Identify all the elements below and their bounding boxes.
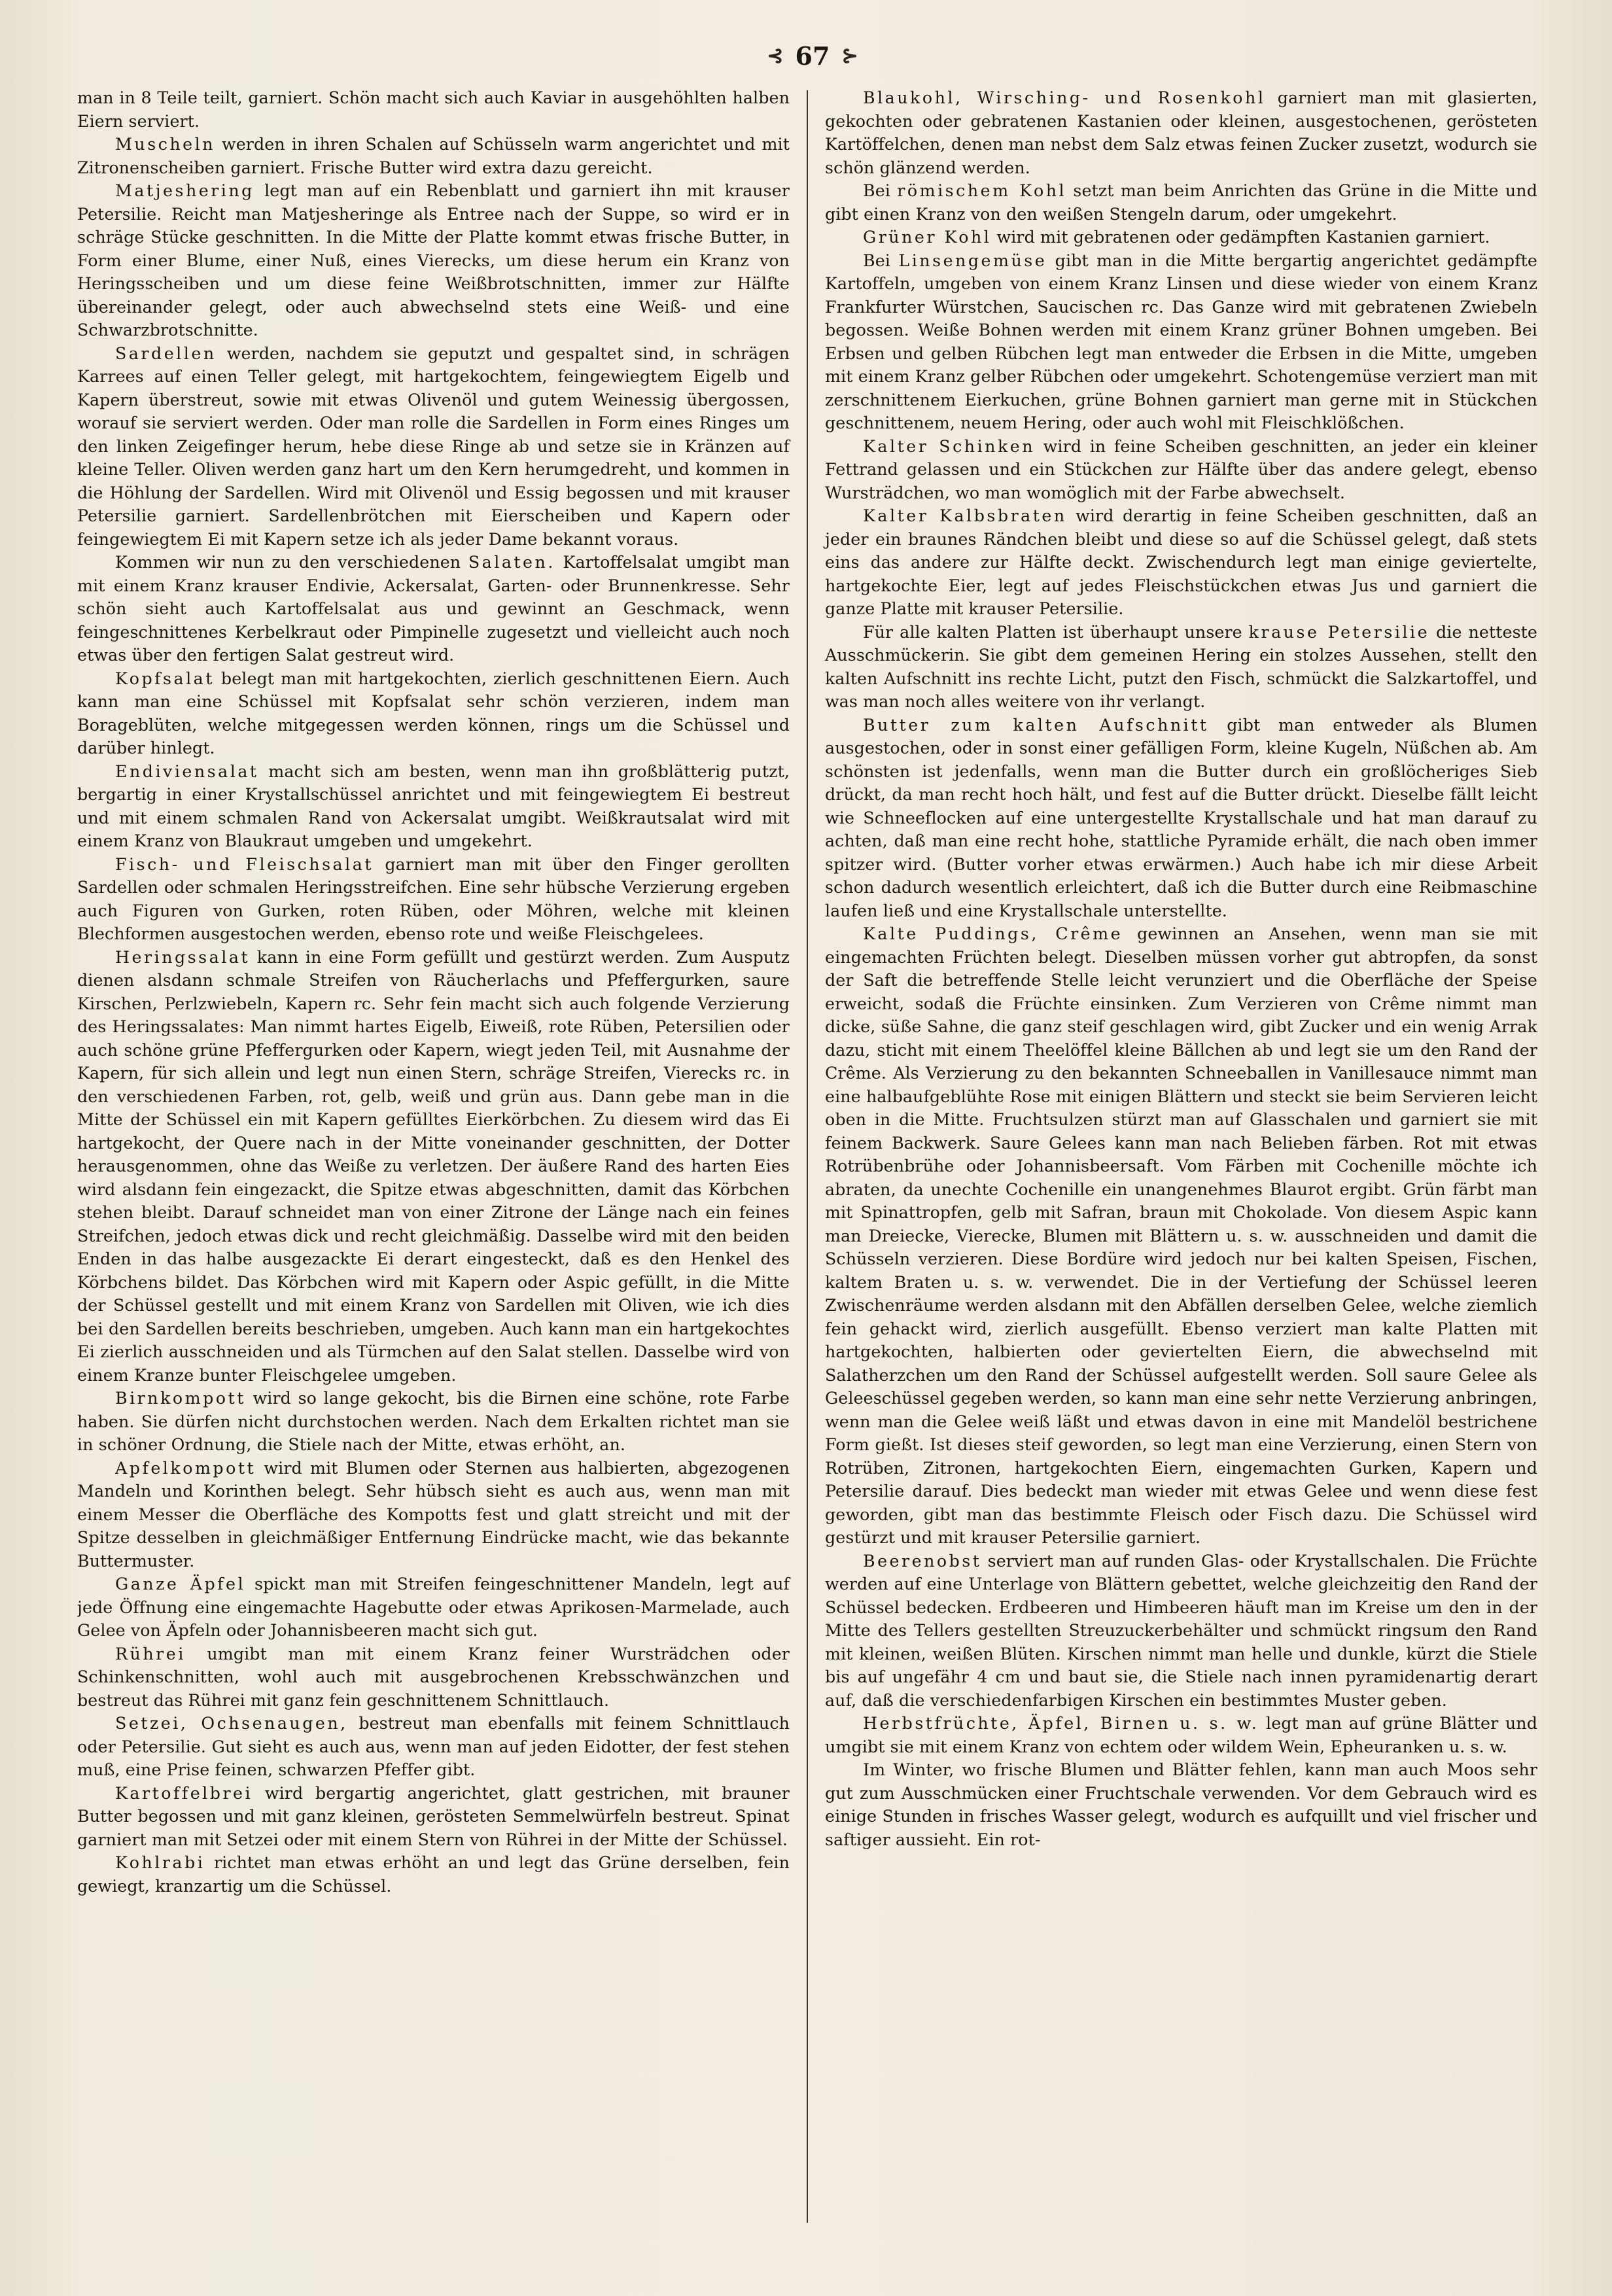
paragraph-text: spickt man mit Streifen feingeschnittener Mandeln, legt auf jede Öffnung eine eingemachte Hagebutte oder etwas Aprikosen-Marmelade, auch Gelee von Äpfeln oder Johannisbeeren macht sich gut. bbox=[77, 1574, 790, 1640]
paragraph-text: wird mit Blumen oder Sternen aus halbierten, abgezogenen Mandeln und Korinthen belegt. Sehr hübsch sieht es auch aus, wenn man mit einem Messer die Oberfläche des Kompotts fest und glatt streicht und mit der Spitze desselben in gleichmäßiger Entfernung Eindrücke macht, wie das bekannte Buttermuster. bbox=[77, 1458, 790, 1571]
paragraph-text: richtet man etwas erhöht an und legt das Grüne derselben, fein gewiegt, kranzartig um die Schüssel. bbox=[77, 1853, 790, 1896]
keyword: Kalter Schinken bbox=[863, 436, 1036, 456]
keyword: Herbstfrüchte, Äpfel, Birnen u. s. w. bbox=[863, 1714, 1259, 1733]
paragraph-text: wird in feine Scheiben geschnitten, an jeder ein kleiner Fettrand gelassen und ein Stückchen zur Hälfte über das andere gelegt, ebenso Wursträdchen, wo man womöglich mit der Farbe abwechselt. bbox=[825, 436, 1537, 502]
keyword: Salaten. bbox=[468, 553, 555, 572]
paragraph-text: Kartoffelsalat umgibt man mit einem Kranz krauser Endivie, Ackersalat, Garten- oder Brunnenkresse. Sehr schön sieht auch Kartoffelsalat aus und gewinnt an Geschmack, wenn feingeschnittenes Kerbelkraut oder Pimpinelle zugesetzt und vielleicht auch noch etwas über den fertigen Salat gestreut wird. bbox=[77, 553, 790, 665]
right-column bbox=[808, 86, 1537, 2265]
paragraph bbox=[825, 504, 1537, 621]
keyword: Matjeshering bbox=[115, 181, 254, 200]
keyword: Endiviensalat bbox=[115, 761, 259, 781]
paragraph bbox=[77, 1643, 790, 1713]
paragraph bbox=[77, 946, 790, 1387]
keyword: krause Petersilie bbox=[1248, 622, 1430, 642]
paragraph-text: legt man auf grüne Blätter und umgibt sie mit einem Kranz von echtem oder wildem Wein, Epheuranken u. s. w. bbox=[825, 1714, 1537, 1756]
paragraph bbox=[77, 342, 790, 551]
paragraph-text: wird so lange gekocht, bis die Birnen eine schöne, rote Farbe haben. Sie dürfen nicht durchstochen werden. Nach dem Erkalten richtet man sie in schöner Ordnung, die Stiele nach der Mitte, etwas erhöht, an. bbox=[77, 1389, 790, 1454]
paragraph-text: garniert man mit glasierten, gekochten oder gebratenen Kastanien oder kleinen, ausgestochenen, gerösteten Kartöffelchen, denen man nebst dem Salz etwas feinen Zucker zusetzt, wodurch sie schön glänzend werden. bbox=[825, 88, 1537, 177]
page-header bbox=[77, 39, 1548, 72]
paragraph bbox=[77, 1782, 790, 1852]
paragraph-text: gibt man in die Mitte bergartig angerichtet gedämpfte Kartoffeln, umgeben von einem Kranz Linsen und diese wieder von einem Kranz Frankfurter Würstchen, Saucischen rc. Das Ganze wird mit gebratenen Zwiebeln begossen. Weiße Bohnen werden mit einem Kranz grüner Bohnen umgeben. Bei Erbsen und gelben Rübchen legt man entweder die Erbsen in die Mitte, umgeben mit einem Kranz gelber Rübchen oder umgekehrt. Schotengemüse verziert man mit zerschnittenem Eierkuchen, grüne Bohnen garniert man gerne mit in Stückchen geschnittenem, neuem Hering, oder auch wohl mit Fleischklößchen. bbox=[825, 251, 1537, 432]
paragraph bbox=[825, 922, 1537, 1550]
paragraph bbox=[825, 435, 1537, 505]
paragraph bbox=[77, 86, 790, 133]
paragraph bbox=[77, 1573, 790, 1643]
keyword: Rührei bbox=[115, 1644, 186, 1663]
keyword: Grüner Kohl bbox=[863, 228, 992, 247]
keyword: Apfelkompott bbox=[115, 1458, 256, 1478]
paragraph bbox=[825, 1758, 1537, 1851]
keyword: römischem Kohl bbox=[897, 181, 1067, 200]
paragraph-text: gewinnen an Ansehen, wenn man sie mit eingemachten Früchten belegt. Dieselben müssen vorher gut abtropfen, da sonst der Saft die betreffende Stelle leicht verunziert und die Oberfläche der Speise erweicht, sodaß die Früchte einsinken. Zum Verzieren von Crême nimmt man dicke, süße Sahne, die ganz steif geschlagen wird, gibt Zucker und ein wenig Arrak dazu, sticht mit einem Theelöffel kleine Bällchen ab und legt sie um den Rand der Crême. Als Verzierung zu den bekannten Schneeballen in Vanillesauce nimmt man eine halbaufgeblühte Rose mit einigen Blättern und steckt sie beim Servieren leicht oben in die Mitte. Fruchtsulzen stürzt man auf Glasschalen und garniert sie mit feinem Backwerk. Saure Gelees kann man nach Belieben färben. Rot mit etwas Rotrübenbrühe oder Johannisbeersaft. Vom Färben mit Cochenille möchte ich abraten, da unechte Cochenille ein unangenehmes Blaurot ergibt. Grün färbt man mit Spinattropfen, gelb mit Safran, braun mit Chokolade. Von diesem Aspic kann man Dreiecke, Vierecke, Blumen mit Blättern u. s. w. ausschneiden und damit die Schüsseln verzieren. Diese Bordüre wird jedoch nur bei kalten Speisen, Fischen, kaltem Braten u. s. w. verwendet. Die in der Vertiefung der Schüssel leeren Zwischenräume werden alsdann mit den Abfällen derselben Gelee, welche ziemlich fein gehackt wird, zierlich ausgefüllt. Ebenso verziert man kalte Platten mit hartgekochten, halbierten oder geviertelten Eiern, die abwechselnd mit Salatherzchen um den Rand der Schüssel aufgestellt werden. Soll saure Gelee als Geleeschüssel gegeben werden, so kann man eine sehr nette Verzierung anbringen, wenn man die Gelee weiß läßt und etwas davon in eine mit Mandelöl bestrichene Form gießt. Ist dieses steif geworden, so legt man eine Verzierung, einen Stern von Rotrüben, Zitronen, hartgekochten Eiern, eingemachten Gurken, Kapern und Petersilie darauf. Dies bedeckt man wieder mit etwas Gelee und wenn diese fest geworden, gibt man das bestimmte Fleisch oder Fisch dazu. Die Schüssel wird gestürzt und mit krauser Petersilie garniert. bbox=[825, 924, 1537, 1547]
keyword: Sardellen bbox=[115, 343, 217, 363]
keyword: Kalter Kalbsbraten bbox=[863, 506, 1067, 525]
page-number: 67 bbox=[795, 41, 830, 71]
keyword: Kohlrabi bbox=[115, 1853, 205, 1872]
paragraph-text: wird derartig in feine Scheiben geschnitten, daß an jeder ein braunes Rändchen bleibt und diese so auf die Schüssel gelegt, daß stets eins das andere zur Hälfte deckt. Zwischendurch legt man einige geviertelte, hartgekochte Eier, legt auf jedes Fleischstückchen etwas Jus und garniert die ganze Platte mit krauser Petersilie. bbox=[825, 506, 1537, 618]
paragraph-text: macht sich am besten, wenn man ihn großblätterig putzt, bergartig in einer Krystallschüssel anrichtet und mit feingewiegtem Ei bestreut und mit einem schmalen Rand von Ackersalat umgibt. Weißkrautsalat wird mit einem Kranz von Blaukraut umgeben und umgekehrt. bbox=[77, 761, 790, 850]
paragraph bbox=[825, 86, 1537, 179]
paragraph-text: Im Winter, wo frische Blumen und Blätter fehlen, kann man auch Moos sehr gut zum Ausschmücken einer Fruchtschale verwenden. Vor dem Gebrauch wird es einige Stunden in frisches Wasser gelegt, wodurch es aufquillt und viel frischer und saftiger aussieht. Ein rot- bbox=[825, 1760, 1537, 1849]
paragraph-text: Bei bbox=[863, 251, 899, 270]
keyword: Blaukohl, Wirsching- und Rosenkohl bbox=[863, 88, 1266, 107]
keyword: Muscheln bbox=[115, 135, 215, 154]
keyword: Kalte Puddings, Crême bbox=[863, 924, 1123, 943]
paragraph-text: setzt man beim Anrichten das Grüne in die Mitte und gibt einen Kranz von den weißen Stengeln darum, oder umgekehrt. bbox=[825, 181, 1537, 224]
paragraph-text: werden in ihren Schalen auf Schüsseln warm angerichtet und mit Zitronenscheiben garniert. Frische Butter wird extra dazu gereicht. bbox=[77, 135, 790, 177]
keyword: Fisch- und Fleischsalat bbox=[115, 854, 374, 874]
paragraph-text: Kommen wir nun zu den verschiedenen bbox=[115, 553, 468, 572]
keyword: Butter zum kalten Aufschnitt bbox=[863, 715, 1209, 735]
paragraph bbox=[825, 179, 1537, 226]
keyword: Linsengemüse bbox=[898, 251, 1047, 270]
keyword: Ganze Äpfel bbox=[115, 1574, 246, 1593]
paragraph bbox=[77, 853, 790, 946]
paragraph-text: man in 8 Teile teilt, garniert. Schön macht sich auch Kaviar in ausgehöhlten halben Eiern serviert. bbox=[77, 88, 790, 131]
paragraph bbox=[825, 1712, 1537, 1758]
keyword: Beerenobst bbox=[863, 1551, 982, 1571]
paragraph-text: Bei bbox=[863, 181, 898, 200]
paragraph-text: Für alle kalten Platten ist überhaupt unsere bbox=[863, 622, 1249, 642]
paragraph bbox=[77, 551, 790, 667]
paragraph-text: wird mit gebratenen oder gedämpften Kastanien garniert. bbox=[991, 228, 1490, 247]
paragraph bbox=[825, 621, 1537, 714]
keyword: Birnkompott bbox=[115, 1389, 246, 1408]
paragraph bbox=[77, 179, 790, 342]
paragraph-text: wird bergartig angerichtet, glatt gestrichen, mit brauner Butter begossen und mit ganz kleinen, gerösteten Semmelwürfeln bestreut. Spinat garniert man mit Setzei oder mit einem Stern von Rührei in der Mitte der Schüssel. bbox=[77, 1783, 790, 1849]
paragraph bbox=[77, 1387, 790, 1457]
paragraph-text: die netteste Ausschmückerin. Sie gibt dem gemeinen Hering ein stolzes Aussehen, stellt den kalten Aufschnitt ins rechte Licht, putzt den Fisch, schmückt die Salzkartoffel, und was man noch alles weitere von ihr verlangt. bbox=[825, 622, 1537, 711]
paragraph-text: belegt man mit hartgekochten, zierlich geschnittenen Eiern. Auch kann man eine Schüssel mit Kopfsalat sehr schön verzieren, indem man Borageblüten, welche mitgegessen werden können, rings um die Schüssel und darüber hinlegt. bbox=[77, 669, 790, 757]
paragraph bbox=[825, 714, 1537, 923]
keyword: Setzei, Ochsenaugen, bbox=[115, 1714, 348, 1733]
paragraph bbox=[77, 133, 790, 179]
paragraph-text: kann in eine Form gefüllt und gestürzt werden. Zum Ausputz dienen alsdann schmale Streifen von Räucherlachs und Pfeffergurken, saure Kirschen, Perlzwiebeln, Kapern rc. Sehr fein macht sich auch folgende Verzierung des Heringssalates: Man nimmt hartes Eigelb, Eiweiß, rote Rüben, Petersilien oder auch schöne grüne Pfeffergurken oder Kapern, wiegt jeden Teil, mit Ausnahme der Kapern, für sich allein und legt nun einen Stern, schräge Streifen, Vierecks rc. in den verschiedenen Farben, rot, gelb, weiß und grün aus. Dann gebe man in die Mitte der Schüssel ein mit Kapern gefülltes Eierkörbchen. Zu diesem wird das Ei hartgekocht, der Quere nach in der Mitte voneinander geschnitten, der Dotter herausgenommen, ohne das Weiße zu verletzen. Der äußere Rand des harten Eies wird alsdann fein eingezackt, die Spitze etwas abgeschnitten, damit das Körbchen stehen bleibt. Darauf schneidet man von einer Zitrone der Länge nach ein feines Streifchen, jedoch etwas dick und recht gleichmäßig. Dasselbe wird mit den beiden Enden in das halbe ausgezackte Ei derart eingesteckt, daß es den Henkel des Körbchens bildet. Das Körbchen wird mit Kapern oder Aspic gefüllt, in die Mitte der Schüssel gestellt und mit einem Kranz von Sardellen mit Oliven, wie ich dies bei den Sardellen bereits beschrieben, umgeben. Auch kann man ein hartgekochtes Ei zierlich ausschneiden und als Türmchen auf den Salat stellen. Dasselbe wird von einem Kranze bunter Fleischgelee umgeben. bbox=[77, 947, 790, 1385]
paragraph bbox=[77, 667, 790, 760]
paragraph bbox=[77, 1712, 790, 1782]
paragraph bbox=[825, 226, 1537, 249]
text-columns bbox=[77, 86, 1548, 2265]
paragraph-text: werden, nachdem sie geputzt und gespaltet sind, in schrägen Karrees auf einen Teller gelegt, mit hartgekochtem, feingewiegtem Eigelb und Kapern überstreut, sowie mit etwas Olivenöl und gutem Weinessig übergossen, worauf sie serviert werden. Oder man rolle die Sardellen in Form eines Ringes um den linken Zeigefinger herum, hebe diese Ringe ab und setze sie in Kränzen auf kleine Teller. Oliven werden ganz hart um den Kern herumgedreht, und kommen in die Höhlung der Sardellen. Wird mit Olivenöl und Essig begossen und mit krauser Petersilie garniert. Sardellenbrötchen mit Eierscheiben und Kapern oder feingewiegtem Ei mit Kapern setze ich als jeder Dame bekannt voraus. bbox=[77, 343, 790, 549]
paragraph-text: umgibt man mit einem Kranz feiner Wursträdchen oder Schinkenschnitten, wohl auch mit ausgebrochenen Krebsschwänzchen und bestreut das Rührei mit ganz fein geschnittenem Schnittlauch. bbox=[77, 1644, 790, 1710]
keyword: Heringssalat bbox=[115, 947, 251, 967]
ornament-left-icon: ⊰ bbox=[767, 44, 784, 67]
paragraph-text: serviert man auf runden Glas- oder Krystallschalen. Die Früchte werden auf eine Unterlage von Blättern gebettet, welche gleichzeitig den Rand der Schüssel bedecken. Erdbeeren und Himbeeren häuft man im Kreise um den in der Mitte des Tellers gestellten Streuzuckerbehälter und schmückt ringsum den Rand mit kleinen, weißen Blüten. Kirschen nimmt man helle und dunkle, kürzt die Stiele bis auf ungefähr 4 cm und baut sie, die Stiele nach innen pyramidenartig derart auf, daß die verschiedenfarbigen Kirschen ein bestimmtes Muster geben. bbox=[825, 1551, 1537, 1710]
ornament-right-icon: ⊱ bbox=[841, 44, 858, 67]
paragraph-text: gibt man entweder als Blumen ausgestochen, oder in sonst einer gefälligen Form, kleine Kugeln, Nüßchen ab. Am schönsten ist jedenfalls, wenn man die Butter durch ein großlöcheriges Sieb drückt, da man recht hoch hält, und fest auf die Butter drückt. Dieselbe fällt leicht wie Schneeflocken auf eine untergestellte Krystallschale und hat man darauf zu achten, daß man eine recht hohe, stattliche Pyramide erhält, die nach oben immer spitzer wird. (Butter vorher etwas erwärmen.) Auch habe ich mir diese Arbeit schon dadurch wesentlich erleichtert, daß ich die Butter durch eine Reibmaschine laufen ließ und eine Krystallschale unterstellte. bbox=[825, 715, 1537, 920]
paragraph-text: bestreut man ebenfalls mit feinem Schnittlauch oder Petersilie. Gut sieht es auch aus, wenn man auf jeden Eidotter, der fest stehen muß, eine Prise feinen, schwarzen Pfeffer gibt. bbox=[77, 1714, 790, 1779]
paragraph bbox=[77, 760, 790, 853]
paragraph bbox=[825, 1550, 1537, 1713]
paragraph bbox=[825, 249, 1537, 435]
paragraph-text: garniert man mit über den Finger gerollten Sardellen oder schmalen Heringsstreifchen. Eine sehr hübsche Verzierung ergeben auch Figuren von Gurken, roten Rüben, oder Möhren, welche mit kleinen Blechformen ausgestochen werden, ebenso rote und weiße Fleischgelees. bbox=[77, 854, 790, 943]
keyword: Kartoffelbrei bbox=[115, 1783, 253, 1803]
paragraph bbox=[77, 1851, 790, 1898]
paragraph-text: legt man auf ein Rebenblatt und garniert ihn mit krauser Petersilie. Reicht man Matjesheringe als Entree nach der Suppe, so wird er in schräge Stücke geschnitten. In die Mitte der Platte kommt etwas frische Butter, in Form einer Blume, einer Nuß, eines Vierecks, um diese herum ein Kranz von Heringsscheiben und um diese feine Weißbrotschnitten, immer zur Hälfte übereinander gelegt, oder auch abwechselnd stets eine Weiß- und eine Schwarzbrotschnitte. bbox=[77, 181, 790, 339]
keyword: Kopfsalat bbox=[115, 669, 215, 688]
paragraph bbox=[77, 1457, 790, 1573]
left-column bbox=[77, 86, 807, 2265]
